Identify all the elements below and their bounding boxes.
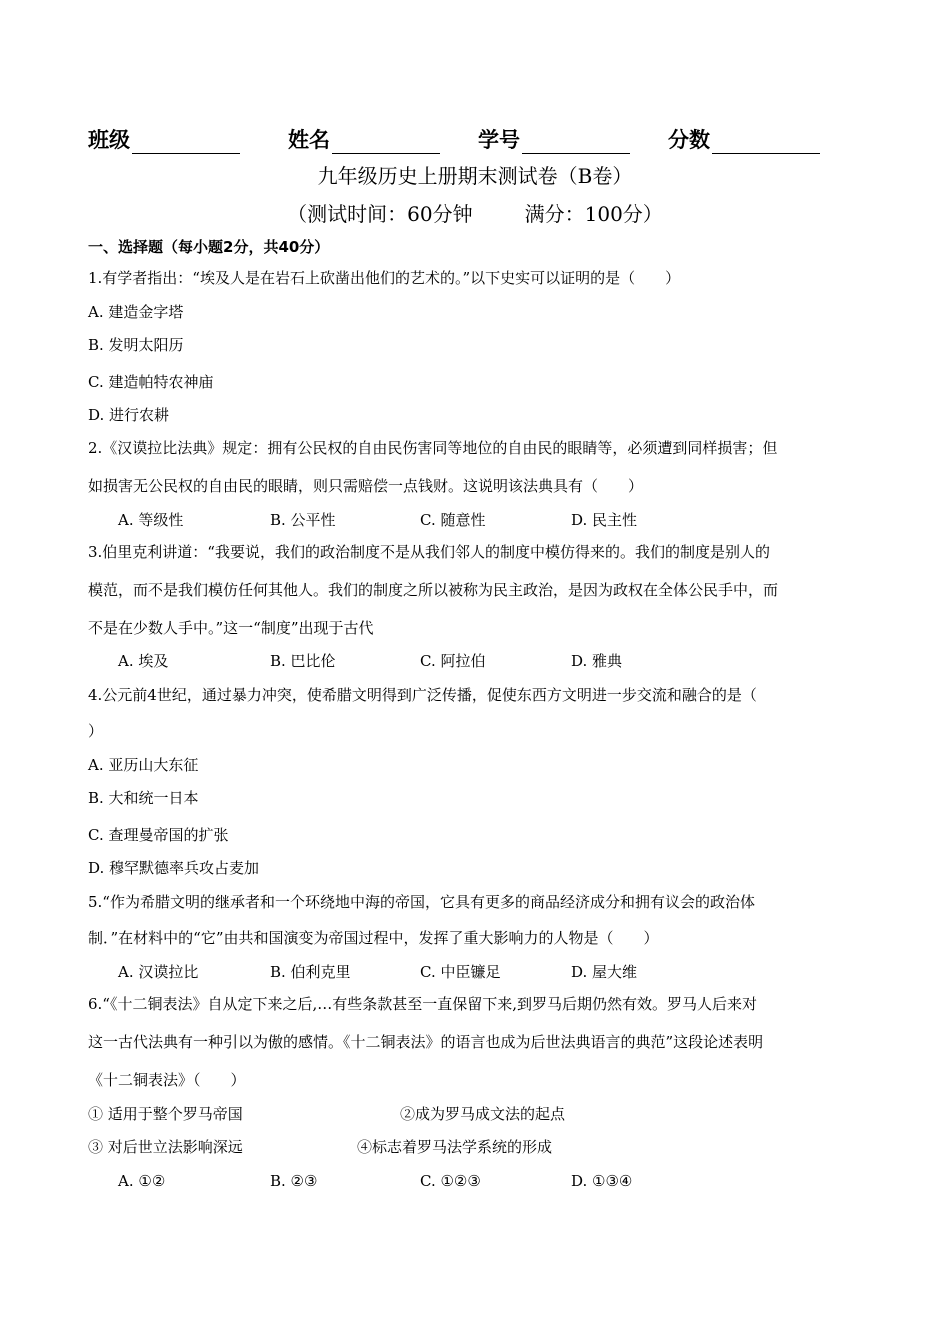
q6-statement-1: ① 适用于整个罗马帝国 (88, 1105, 243, 1123)
student-id-blank[interactable] (522, 133, 630, 154)
class-label: 班级 (88, 128, 130, 152)
q3-option-a[interactable]: A. 埃及 (118, 652, 169, 670)
test-time: （测试时间：60分钟 (287, 202, 473, 226)
q4-stem-line2: ） (88, 722, 104, 740)
q3-stem-line2: 模范，而不是我们模仿任何其他人。我们的制度之所以被称为民主政治，是因为政权在全体公民手中，而 (88, 581, 779, 599)
q2-option-d[interactable]: D. 民主性 (571, 511, 638, 529)
q3-stem-line1: 3.伯里克利讲道：“我要说，我们的政治制度不是从我们邻人的制度中模仿得来的。我们的制度是别人的 (88, 543, 770, 561)
q1-option-a[interactable]: A. 建造金字塔 (88, 303, 184, 321)
q4-stem-line1: 4.公元前4世纪，通过暴力冲突，使希腊文明得到广泛传播，促使东西方文明进一步交流和融合的是（ (88, 686, 757, 704)
q3-option-c[interactable]: C. 阿拉伯 (420, 652, 486, 670)
q4-option-a[interactable]: A. 亚历山大东征 (88, 756, 199, 774)
name-blank[interactable] (332, 133, 440, 154)
q6-statement-4: ④标志着罗马法学系统的形成 (357, 1138, 553, 1156)
q6-option-d[interactable]: D. ①③④ (571, 1172, 633, 1190)
score-blank[interactable] (712, 133, 820, 154)
q3-stem-line3: 不是在少数人手中。”这一“制度”出现于古代 (88, 619, 374, 637)
q5-stem-line1: 5.“作为希腊文明的继承者和一个环绕地中海的帝国，它具有更多的商品经济成分和拥有议会的政治体 (88, 893, 755, 911)
q3-option-d[interactable]: D. 雅典 (571, 652, 623, 670)
q3-option-b[interactable]: B. 巴比伦 (270, 652, 336, 670)
exam-title: 九年级历史上册期末测试卷（B卷） (317, 164, 633, 188)
q6-option-a[interactable]: A. ①② (118, 1172, 166, 1190)
q6-statement-3: ③ 对后世立法影响深远 (88, 1138, 243, 1156)
score-label: 分数 (668, 128, 710, 152)
q6-statement-2: ②成为罗马成文法的起点 (400, 1105, 566, 1123)
q5-option-c[interactable]: C. 中臣镰足 (420, 963, 501, 981)
q5-stem-line2: 制．”在材料中的“它”由共和国演变为帝国过程中，发挥了重大影响力的人物是（ ） (88, 929, 659, 947)
q6-stem-line2: 这一古代法典有一种引以为傲的感情。《十二铜表法》的语言也成为后世法典语言的典范”这段论述表明 (88, 1033, 764, 1051)
student-info-row (88, 124, 848, 154)
q2-option-a[interactable]: A. 等级性 (118, 511, 184, 529)
q6-option-c[interactable]: C. ①②③ (420, 1172, 481, 1190)
q6-stem-line3: 《十二铜表法》（ ） (88, 1071, 246, 1089)
student-id-label: 学号 (478, 128, 520, 152)
q4-option-d[interactable]: D. 穆罕默德率兵攻占麦加 (88, 859, 260, 877)
q5-option-d[interactable]: D. 屋大维 (571, 963, 638, 981)
q4-option-b[interactable]: B. 大和统一日本 (88, 789, 199, 807)
q1-stem: 1.有学者指出：“埃及人是在岩石上砍凿出他们的艺术的。”以下史实可以证明的是（ ） (88, 269, 681, 287)
q5-option-b[interactable]: B. 伯利克里 (270, 963, 351, 981)
score-field (668, 124, 820, 154)
student-id-field (478, 124, 630, 154)
section-heading: 一、选择题（每小题2分，共40分） (88, 238, 330, 256)
q5-option-a[interactable]: A. 汉谟拉比 (118, 963, 199, 981)
q6-option-b[interactable]: B. ②③ (270, 1172, 318, 1190)
q1-option-c[interactable]: C. 建造帕特农神庙 (88, 373, 214, 391)
full-score: 满分：100分） (524, 202, 663, 226)
q2-stem-line2: 如损害无公民权的自由民的眼睛，则只需赔偿一点钱财。这说明该法典具有（ ） (88, 477, 644, 495)
q4-option-c[interactable]: C. 查理曼帝国的扩张 (88, 826, 229, 844)
q2-stem-line1: 2.《汉谟拉比法典》规定：拥有公民权的自由民伤害同等地位的自由民的眼睛等，必须遭到同样损害；但 (88, 439, 778, 457)
exam-subtitle (0, 198, 950, 227)
class-blank[interactable] (132, 133, 240, 154)
name-field (288, 124, 440, 154)
q2-option-c[interactable]: C. 随意性 (420, 511, 486, 529)
q1-option-d[interactable]: D. 进行农耕 (88, 406, 170, 424)
name-label: 姓名 (288, 128, 330, 152)
class-field (88, 124, 240, 154)
q2-option-b[interactable]: B. 公平性 (270, 511, 336, 529)
q6-stem-line1: 6.“《十二铜表法》自从定下来之后,…有些条款甚至一直保留下来,到罗马后期仍然有效。罗马人后来对 (88, 995, 758, 1013)
q1-option-b[interactable]: B. 发明太阳历 (88, 336, 184, 354)
